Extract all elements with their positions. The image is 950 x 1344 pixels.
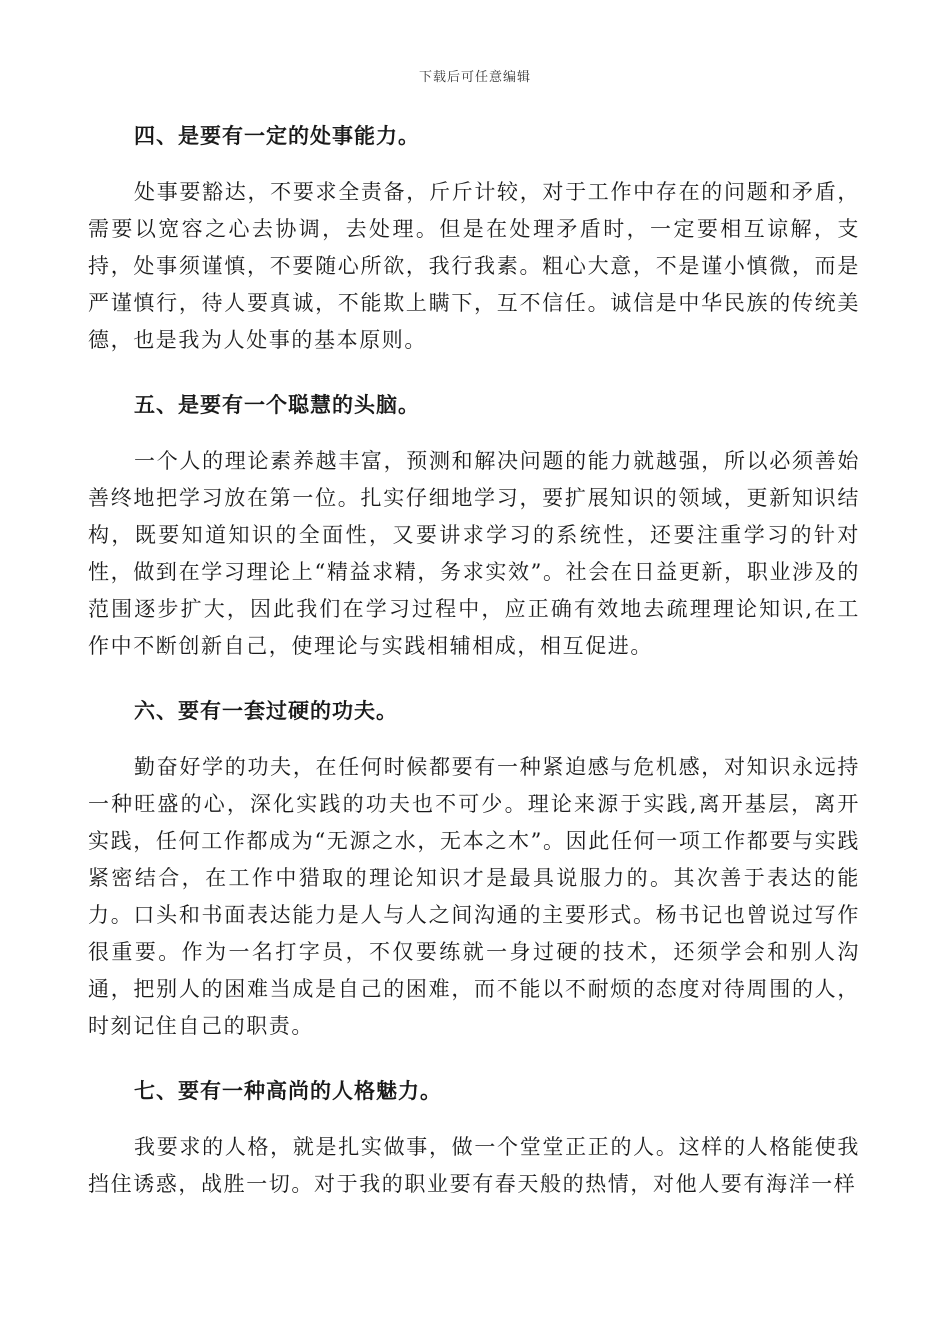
section-paragraph-4: 处事要豁达，不要求全责备，斤斤计较，对于工作中存在的问题和矛盾，需要以宽容之心去协调，去处理。但是在处理矛盾时，一定要相互谅解，支持，处事须谨慎，不要随心所欲，我行我素。粗心大意，不是谨小慎微，而是严谨慎行，待人要真诚，不能欺上瞒下，互不信任。诚信是中华民族的传统美德，也是我为人处事的基本原则。 — [88, 180, 860, 352]
section-heading-4: 四、是要有一定的处事能力。 — [134, 123, 420, 148]
section-paragraph-7: 我要求的人格，就是扎实做事，做一个堂堂正正的人。这样的人格能使我挡住诱惑，战胜一切。对于我的职业要有春天般的热情，对他人要有海洋一样 — [88, 1135, 860, 1196]
section-paragraph-5: 一个人的理论素养越丰富，预测和解决问题的能力就越强，所以必须善始善终地把学习放在第一位。扎实仔细地学习，要扩展知识的领域，更新知识结构，既要知道知识的全面性，又要讲求学习的系统性，还要注重学习的针对性，做到在学习理论上“精益求精，务求实效”。社会在日益更新，职业涉及的范围逐步扩大，因此我们在学习过程中，应正确有效地去疏理理论知识,在工作中不断创新自己，使理论与实践相辅相成，相互促进。 — [88, 449, 860, 658]
header-note: 下载后可任意编辑 — [418, 70, 531, 85]
section-heading-7: 七、要有一种高尚的人格魅力。 — [134, 1078, 442, 1103]
section-heading-6: 六、要有一套过硬的功夫。 — [134, 698, 398, 723]
section-heading-5: 五、是要有一个聪慧的头脑。 — [134, 392, 420, 417]
document-body — [88, 112, 860, 1225]
section-paragraph-6: 勤奋好学的功夫，在任何时候都要有一种紧迫感与危机感，对知识永远持一种旺盛的心，深化实践的功夫也不可少。理论来源于实践,离开基层，离开实践，任何工作都成为“无源之水，无本之木”。因此任何一项工作都要与实践紧密结合，在工作中猎取的理论知识才是最具说服力的。其次善于表达的能力。口头和书面表达能力是人与人之间沟通的主要形式。杨书记也曾说过写作很重要。作为一名打字员，不仅要练就一身过硬的技术，还须学会和别人沟通，把别人的困难当成是自己的困难，而不能以不耐烦的态度对待周围的人，时刻记住自己的职责。 — [88, 755, 860, 1038]
